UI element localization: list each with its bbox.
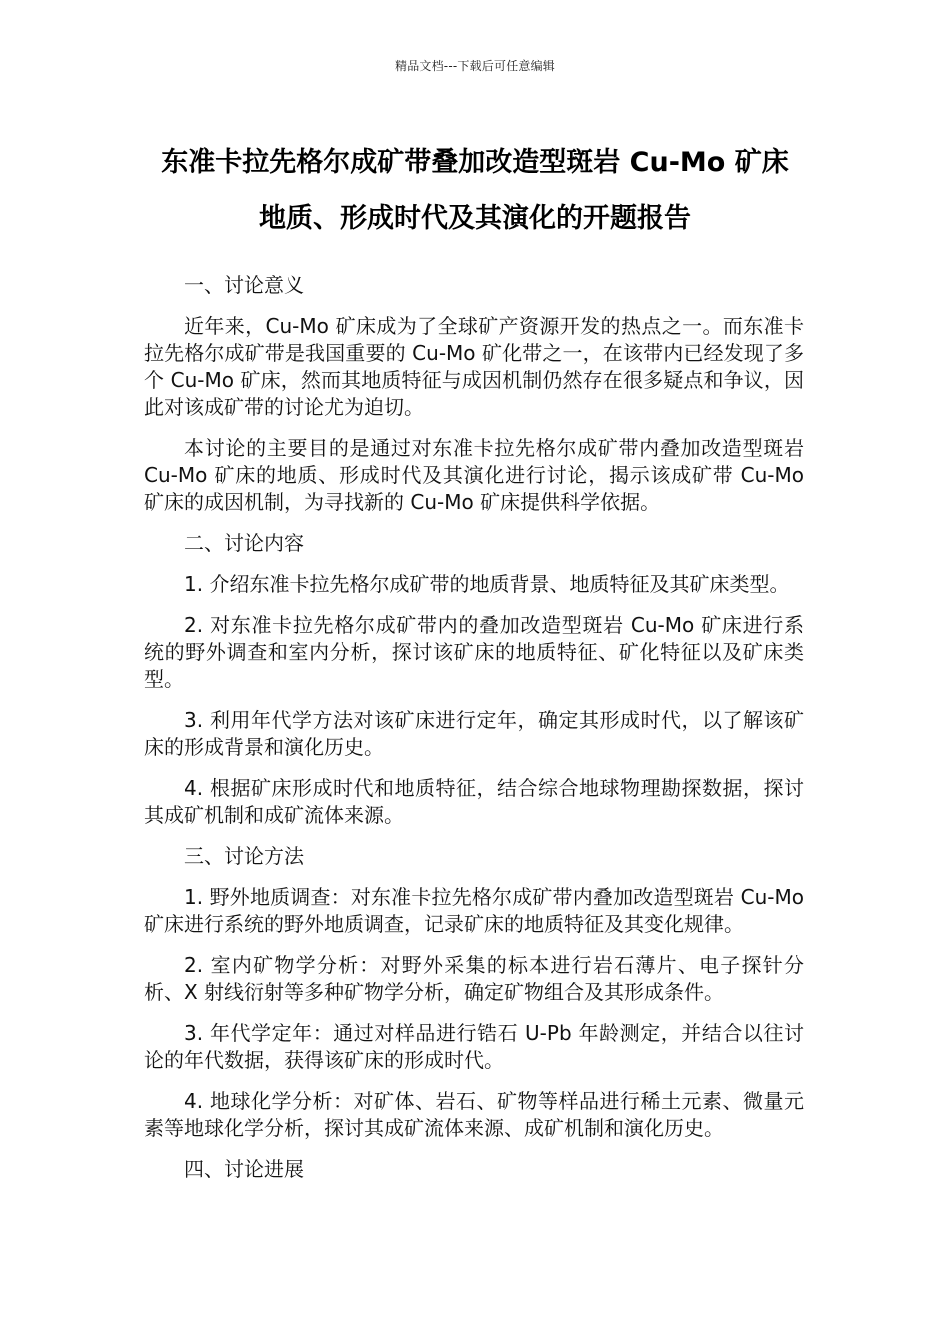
section-heading-significance: 一、讨论意义 xyxy=(184,273,304,297)
document-title-line-1: 东准卡拉先格尔成矿带叠加改造型斑岩 Cu-Mo 矿床 xyxy=(161,147,789,178)
document-body xyxy=(144,272,804,1197)
list-item: 4. 地球化学分析：对矿体、岩石、矿物等样品进行稀土元素、微量元素等地球化学分析，探讨其成矿流体来源、成矿机制和演化历史。 xyxy=(144,1089,804,1140)
header-note: 精品文档---下载后可任意编辑 xyxy=(395,59,555,73)
list-item: 1. 野外地质调查：对东准卡拉先格尔成矿带内叠加改造型斑岩 Cu-Mo 矿床进行系统的野外地质调查，记录矿床的地质特征及其变化规律。 xyxy=(144,885,804,936)
list-item: 3. 年代学定年：通过对样品进行锆石 U-Pb 年龄测定，并结合以往讨论的年代数据，获得该矿床的形成时代。 xyxy=(144,1021,804,1072)
section-heading-content: 二、讨论内容 xyxy=(184,531,304,555)
paragraph: 本讨论的主要目的是通过对东准卡拉先格尔成矿带内叠加改造型斑岩 Cu-Mo 矿床的地质、形成时代及其演化进行讨论，揭示该成矿带 Cu-Mo 矿床的成因机制，为寻找新的 Cu-Mo 矿床提供科学依据。 xyxy=(144,436,804,514)
paragraph: 近年来，Cu-Mo 矿床成为了全球矿产资源开发的热点之一。而东准卡拉先格尔成矿带是我国重要的 Cu-Mo 矿化带之一，在该带内已经发现了多个 Cu-Mo 矿床，然而其地质特征与成因机制仍然存在很多疑点和争议，因此对该成矿带的讨论尤为迫切。 xyxy=(144,314,804,419)
section-heading-methods: 三、讨论方法 xyxy=(184,844,304,868)
list-item: 3. 利用年代学方法对该矿床进行定年，确定其形成时代，以了解该矿床的形成背景和演化历史。 xyxy=(144,708,804,759)
list-item: 2. 室内矿物学分析：对野外采集的标本进行岩石薄片、电子探针分析、X 射线衍射等多种矿物学分析，确定矿物组合及其形成条件。 xyxy=(144,953,804,1004)
section-heading-progress: 四、讨论进展 xyxy=(184,1157,304,1181)
document-title-line-2: 地质、形成时代及其演化的开题报告 xyxy=(259,203,691,234)
list-item: 1. 介绍东准卡拉先格尔成矿带的地质背景、地质特征及其矿床类型。 xyxy=(184,572,790,596)
list-item: 4. 根据矿床形成时代和地质特征，结合综合地球物理勘探数据，探讨其成矿机制和成矿流体来源。 xyxy=(144,776,804,827)
list-item: 2. 对东准卡拉先格尔成矿带内的叠加改造型斑岩 Cu-Mo 矿床进行系统的野外调查和室内分析，探讨该矿床的地质特征、矿化特征以及矿床类型。 xyxy=(144,613,804,691)
